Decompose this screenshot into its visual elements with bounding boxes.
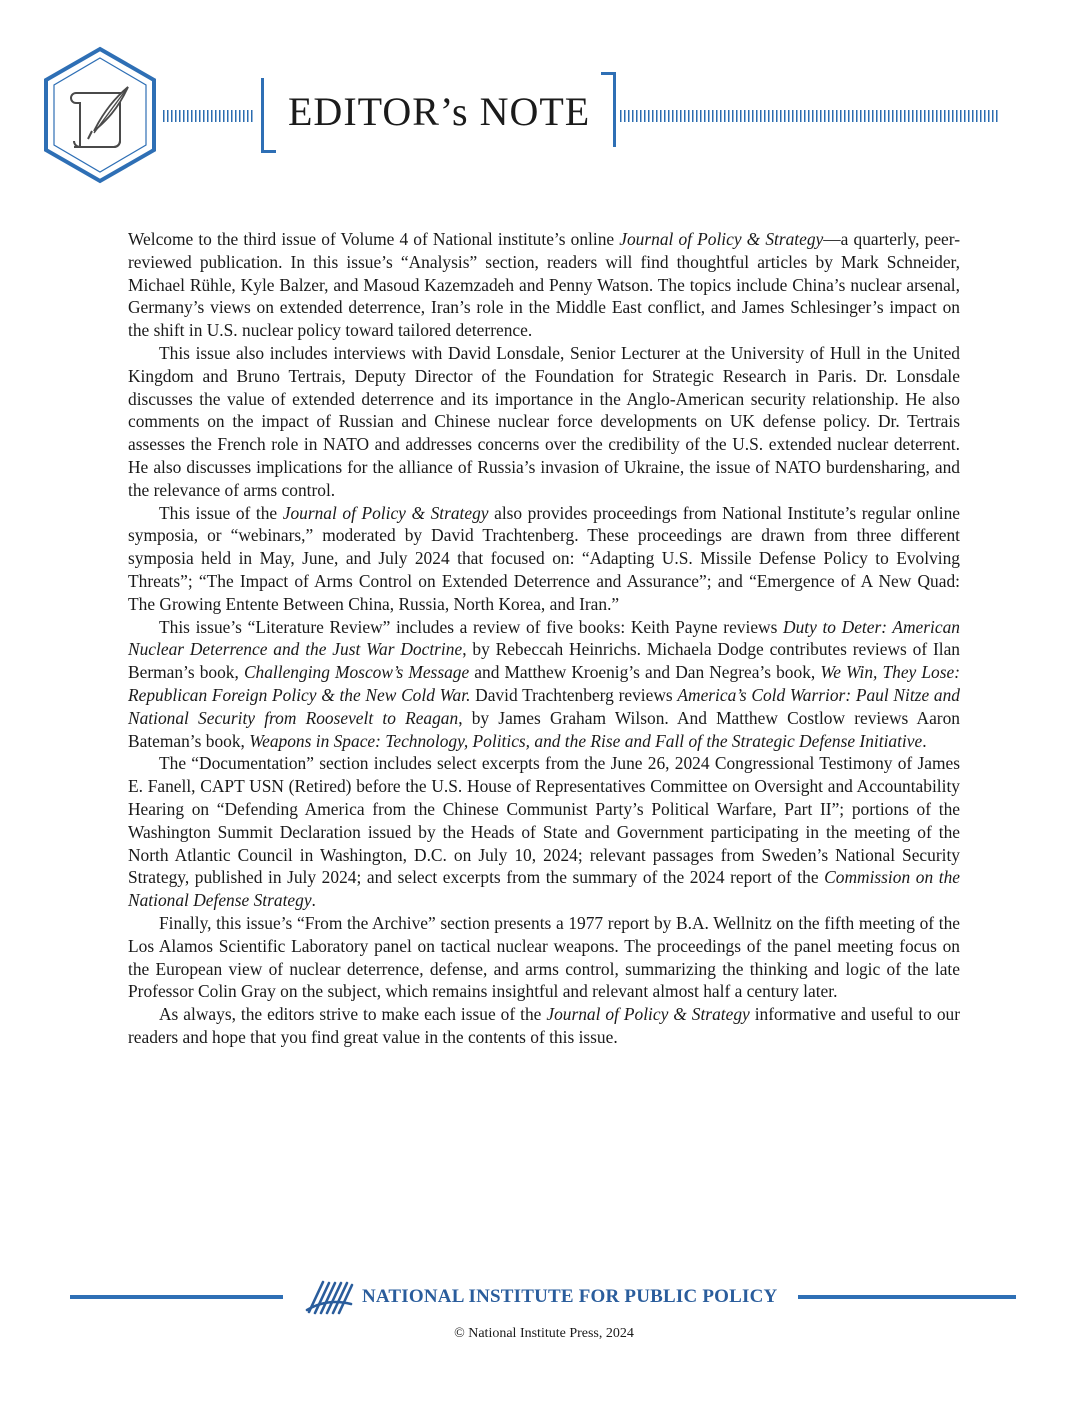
scroll-and-quill-icon [40, 45, 160, 185]
editors-note-body [128, 228, 960, 1049]
paragraph-documentation: The “Documentation” section includes select excerpts from the June 26, 2024 Congressional Testimony of James E. Fanell, CAPT USN (Retired) before the U.S. House of Representatives Committee on Oversight and Accountability Hearing on “Defending America from the Chinese Communist Party’s Political Warfare, Part II”; portions of the Washington Summit Declaration issued by the Heads of State and Government participating in the meeting of the North Atlantic Council in Washington, D.C. on July 10, 2024; relevant passages from Sweden’s National Security Strategy, published in July 2024; and select excerpts from the summary of the 2024 report of the Commission on the National Defense Strategy. [128, 753, 960, 911]
striped-arc-logo-icon [303, 1276, 355, 1316]
title-bracket-left [261, 78, 276, 153]
paragraph-literature-review: This issue’s “Literature Review” includes a review of five books: Keith Payne reviews Duty to Deter: American Nuclear Deterrence and the Just War Doctrine, by Rebeccah Heinrichs. Michaela Dodge contributes reviews of Ilan Berman’s book, Challenging Moscow’s Message and Matthew Kroenig’s and Dan Negrea’s book, We Win, They Lose: Republican Foreign Policy & the New Cold War. David Trachtenberg reviews America’s Cold Warrior: Paul Nitze and National Security from Roosevelt to Reagan, by James Graham Wilson. And Matthew Costlow reviews Aaron Bateman’s book, Weapons in Space: Technology, Politics, and the Rise and Fall of the Strategic Defense Initiative. [128, 616, 960, 751]
journal-title: Journal of Policy & Strategy [546, 1004, 750, 1025]
journal-title: Journal of Policy & Strategy [282, 502, 489, 523]
paragraph-intro: Welcome to the third issue of Volume 4 of National institute’s online Journal of Policy & Strategy—a quarterly, peer-reviewed publication. In this issue’s “Analysis” section, readers will find thoughtful articles by Mark Schneider, Michael Rühle, Kyle Balzer, and Masoud Kazemzadeh and Penny Watson. The topics include China’s nuclear arsenal, Germany’s views on extended deterrence, Iran’s role in the Middle East conflict, and James Schlesinger’s impact on the shift in U.S. nuclear policy toward tailored deterrence. [128, 229, 960, 341]
report-title: Commission on the National Defense Strategy [128, 867, 960, 911]
paragraph-archive: Finally, this issue’s “From the Archive” section presents a 1977 report by B.A. Wellnitz on the fifth meeting of the Los Alamos Scientific Laboratory panel on tactical nuclear weapons. The proceedings of the panel meeting focus on the European view of nuclear deterrence, defense, and arms control, summarizing the thinking and logic of the late Professor Colin Gray on the subject, which remains insightful and relevant almost half a century later. [128, 912, 960, 1002]
footer-copyright: © National Institute Press, 2024 [454, 1326, 634, 1341]
footer-rule-right [798, 1295, 1016, 1299]
title-bracket-right [601, 72, 616, 147]
footer-org-name: NATIONAL INSTITUTE FOR PUBLIC POLICY [362, 1286, 778, 1307]
page-title: EDITOR’s NOTE [288, 89, 591, 134]
book-title: Weapons in Space: Technology, Politics, and the Rise and Fall of the Strategic Defense Initiative [249, 730, 923, 751]
book-title: America’s Cold Warrior: Paul Nitze and National Security from Roosevelt to Reagan [128, 684, 960, 728]
paragraph-interviews: This issue also includes interviews with David Lonsdale, Senior Lecturer at the University of Hull in the United Kingdom and Bruno Tertrais, Deputy Director of the Foundation for Strategic Research in Paris. Dr. Lonsdale discusses the value of extended deterrence and its importance in the Anglo-American security relationship. He also comments on the impact of Russian and Chinese nuclear force developments on UK defense policy. Dr. Tertrais assesses the French role in NATO and addresses concerns over the credibility of the U.S. extended nuclear deterrent. He also discusses implications for the alliance of Russia’s invasion of Ukraine, the issue of NATO burdensharing, and the relevance of arms control. [128, 342, 960, 500]
paragraph-closing: As always, the editors strive to make each issue of the Journal of Policy & Strategy informative and useful to our readers and hope that you find great value in the contents of this issue. [128, 1004, 961, 1047]
book-title: Duty to Deter: American Nuclear Deterrence and the Just War Doctrine [128, 616, 960, 660]
header-dash-rule-right [620, 110, 1000, 122]
book-title: We Win, They Lose: Republican Foreign Policy & the New Cold War. [128, 662, 960, 705]
book-title: Challenging Moscow’s Message [243, 662, 470, 683]
footer-rule-left [70, 1295, 283, 1299]
header-dash-rule-left [163, 110, 255, 122]
paragraph-webinars: This issue of the Journal of Policy & Strategy also provides proceedings from National Institute’s regular online symposia, or “webinars,” moderated by David Trachtenberg. These proceedings are drawn from three different symposia held in May, June, and July 2024 that focused on: “Adapting U.S. Missile Defense Policy to Evolving Threats”; “The Impact of Arms Control on Extended Deterrence and Assurance”; and “Emergence of A New Quad: The Growing Entente Between China, Russia, North Korea, and Iran.” [128, 502, 961, 614]
journal-title: Journal of Policy & Strategy [619, 229, 824, 249]
